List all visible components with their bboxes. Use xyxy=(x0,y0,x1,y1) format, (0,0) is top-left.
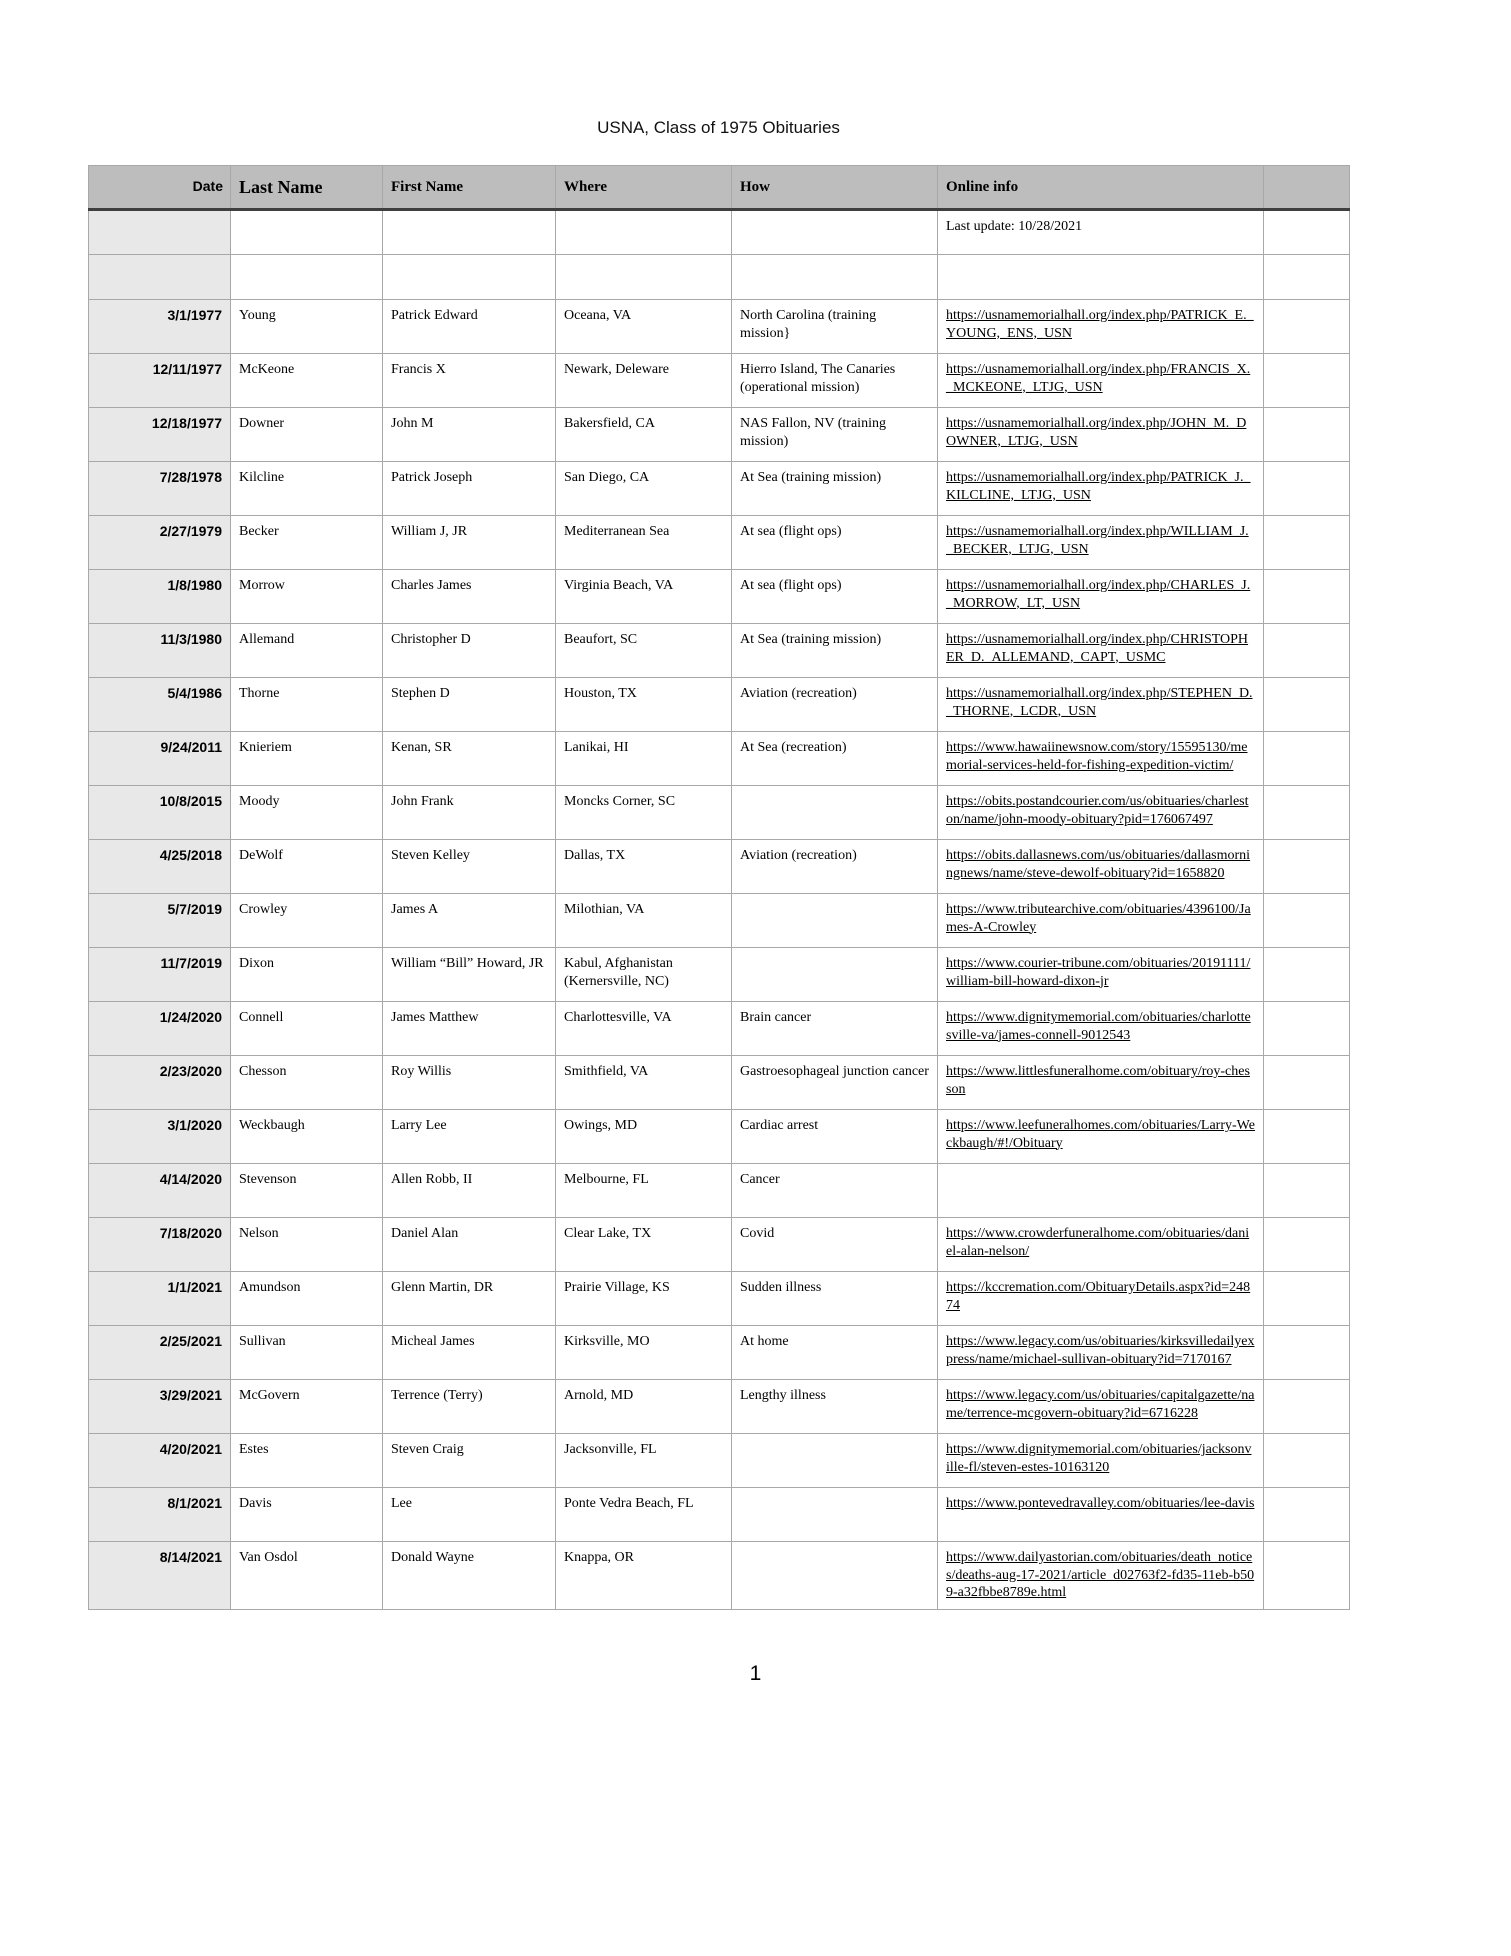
table-row xyxy=(89,1488,1350,1542)
cell-first-name: Micheal James xyxy=(383,1326,556,1380)
cell-where: Beaufort, SC xyxy=(556,624,732,678)
cell-last-name: Nelson xyxy=(231,1218,383,1272)
cell-how: Sudden illness xyxy=(732,1272,938,1326)
cell-blank xyxy=(1264,786,1350,840)
cell-last-name: Sullivan xyxy=(231,1326,383,1380)
cell-last-name: Crowley xyxy=(231,894,383,948)
cell-where: Kirksville, MO xyxy=(556,1326,732,1380)
cell-last-name: Chesson xyxy=(231,1056,383,1110)
cell-blank xyxy=(1264,624,1350,678)
cell-how xyxy=(732,786,938,840)
table-row xyxy=(89,1542,1350,1610)
cell-date: 7/28/1978 xyxy=(89,462,231,516)
cell-how xyxy=(732,210,938,255)
page-number: 1 xyxy=(749,1661,762,1685)
obituary-link[interactable]: https://kccremation.com/ObituaryDetails.aspx?id=24874 xyxy=(946,1280,1251,1313)
cell-where: Bakersfield, CA xyxy=(556,408,732,462)
cell-last-name: Dixon xyxy=(231,948,383,1002)
cell-online-info xyxy=(938,894,1264,948)
cell-last-name: Davis xyxy=(231,1488,383,1542)
table-row xyxy=(89,1326,1350,1380)
cell-how: At Sea (training mission) xyxy=(732,624,938,678)
cell-blank xyxy=(1264,1488,1350,1542)
table-row xyxy=(89,1164,1350,1218)
cell-first-name xyxy=(383,255,556,300)
obituary-link[interactable]: https://usnamemorialhall.org/index.php/STEPHEN_D._THORNE,_LCDR,_USN xyxy=(946,686,1253,719)
empty-row xyxy=(89,255,1350,300)
obituary-link[interactable]: https://usnamemorialhall.org/index.php/CHRISTOPHER_D._ALLEMAND,_CAPT,_USMC xyxy=(946,632,1249,665)
cell-first-name: Donald Wayne xyxy=(383,1542,556,1610)
obituary-link[interactable]: https://www.legacy.com/us/obituaries/kirksvilledailyexpress/name/michael-sullivan-obituary?id=7170167 xyxy=(946,1334,1255,1367)
cell-where: Charlottesville, VA xyxy=(556,1002,732,1056)
cell-last-name: Kilcline xyxy=(231,462,383,516)
cell-blank xyxy=(1264,354,1350,408)
obituary-link[interactable]: https://usnamemorialhall.org/index.php/PATRICK_E._YOUNG,_ENS,_USN xyxy=(946,308,1254,341)
cell-online-info xyxy=(938,408,1264,462)
cell-how: NAS Fallon, NV (training mission) xyxy=(732,408,938,462)
cell-last-name: Amundson xyxy=(231,1272,383,1326)
cell-where xyxy=(556,255,732,300)
cell-online-info xyxy=(938,624,1264,678)
cell-date: 10/8/2015 xyxy=(89,786,231,840)
cell-online-info xyxy=(938,948,1264,1002)
table-row xyxy=(89,1002,1350,1056)
cell-online-info xyxy=(938,1110,1264,1164)
cell-last-name xyxy=(231,255,383,300)
cell-where: Lanikai, HI xyxy=(556,732,732,786)
obituary-link[interactable]: https://usnamemorialhall.org/index.php/WILLIAM_J._BECKER,_LTJG,_USN xyxy=(946,524,1249,557)
cell-how xyxy=(732,894,938,948)
header-where: Where xyxy=(556,166,732,210)
header-online-info: Online info xyxy=(938,166,1264,210)
cell-online-info xyxy=(938,1002,1264,1056)
cell-online-info xyxy=(938,1218,1264,1272)
table-row xyxy=(89,1434,1350,1488)
cell-online-info xyxy=(938,732,1264,786)
cell-blank xyxy=(1264,1002,1350,1056)
cell-blank xyxy=(1264,570,1350,624)
cell-date: 7/18/2020 xyxy=(89,1218,231,1272)
cell-first-name: Daniel Alan xyxy=(383,1218,556,1272)
cell-date: 5/4/1986 xyxy=(89,678,231,732)
obituary-link[interactable]: https://www.dignitymemorial.com/obituaries/charlottesville-va/james-connell-9012543 xyxy=(946,1010,1251,1043)
cell-date: 1/8/1980 xyxy=(89,570,231,624)
cell-date: 9/24/2011 xyxy=(89,732,231,786)
obituary-link[interactable]: https://www.courier-tribune.com/obituaries/20191111/william-bill-howard-dixon-jr xyxy=(946,956,1251,989)
cell-how xyxy=(732,948,938,1002)
cell-blank xyxy=(1264,1218,1350,1272)
table-row xyxy=(89,1110,1350,1164)
cell-first-name: William “Bill” Howard, JR xyxy=(383,948,556,1002)
cell-online-info xyxy=(938,1272,1264,1326)
cell-first-name: Larry Lee xyxy=(383,1110,556,1164)
cell-date: 11/7/2019 xyxy=(89,948,231,1002)
cell-where: Oceana, VA xyxy=(556,300,732,354)
obituary-link[interactable]: https://usnamemorialhall.org/index.php/CHARLES_J._MORROW,_LT,_USN xyxy=(946,578,1251,611)
cell-date xyxy=(89,255,231,300)
cell-online-info xyxy=(938,1434,1264,1488)
cell-online-info xyxy=(938,1326,1264,1380)
cell-where: Newark, Deleware xyxy=(556,354,732,408)
obituary-link[interactable]: https://www.dailyastorian.com/obituaries/death_notices/deaths-aug-17-2021/article_d02763f2-fd35-11eb-b509-a32fbbe8789e.html xyxy=(946,1550,1255,1600)
cell-online-info xyxy=(938,1380,1264,1434)
cell-online-info xyxy=(938,1056,1264,1110)
obituary-link[interactable]: https://www.littlesfuneralhome.com/obituary/roy-chesson xyxy=(946,1064,1250,1097)
cell-where: Ponte Vedra Beach, FL xyxy=(556,1488,732,1542)
cell-last-name: Morrow xyxy=(231,570,383,624)
table-row xyxy=(89,1218,1350,1272)
cell-first-name: Charles James xyxy=(383,570,556,624)
cell-date: 12/11/1977 xyxy=(89,354,231,408)
obituary-link[interactable]: https://obits.postandcourier.com/us/obituaries/charleston/name/john-moody-obituary?pid=176067497 xyxy=(946,794,1249,827)
cell-blank xyxy=(1264,300,1350,354)
cell-date: 1/24/2020 xyxy=(89,1002,231,1056)
table-row xyxy=(89,1056,1350,1110)
cell-first-name: James Matthew xyxy=(383,1002,556,1056)
cell-blank xyxy=(1264,840,1350,894)
cell-date: 3/1/2020 xyxy=(89,1110,231,1164)
cell-online-info xyxy=(938,1488,1264,1542)
obituary-link[interactable]: https://www.tributearchive.com/obituaries/4396100/James-A-Crowley xyxy=(946,902,1251,935)
cell-blank xyxy=(1264,1434,1350,1488)
cell-last-name: Weckbaugh xyxy=(231,1110,383,1164)
table-row xyxy=(89,894,1350,948)
cell-blank xyxy=(1264,1056,1350,1110)
table-row xyxy=(89,786,1350,840)
cell-online-info xyxy=(938,678,1264,732)
cell-online-info xyxy=(938,570,1264,624)
cell-date: 2/23/2020 xyxy=(89,1056,231,1110)
cell-where: San Diego, CA xyxy=(556,462,732,516)
cell-how: Cancer xyxy=(732,1164,938,1218)
cell-date xyxy=(89,210,231,255)
cell-first-name: Terrence (Terry) xyxy=(383,1380,556,1434)
cell-last-name: Becker xyxy=(231,516,383,570)
cell-blank xyxy=(1264,732,1350,786)
cell-blank xyxy=(1264,462,1350,516)
cell-last-name: Young xyxy=(231,300,383,354)
obituary-link[interactable]: https://www.leefuneralhomes.com/obituaries/Larry-Weckbaugh/#!/Obituary xyxy=(946,1118,1255,1151)
cell-first-name: Allen Robb, II xyxy=(383,1164,556,1218)
obituary-link[interactable]: https://www.legacy.com/us/obituaries/capitalgazette/name/terrence-mcgovern-obituary?id=6716228 xyxy=(946,1388,1255,1421)
cell-where: Moncks Corner, SC xyxy=(556,786,732,840)
cell-first-name: Lee xyxy=(383,1488,556,1542)
cell-date: 5/7/2019 xyxy=(89,894,231,948)
table-row xyxy=(89,732,1350,786)
cell-first-name: John Frank xyxy=(383,786,556,840)
cell-where xyxy=(556,210,732,255)
cell-where: Milothian, VA xyxy=(556,894,732,948)
cell-where: Houston, TX xyxy=(556,678,732,732)
cell-blank xyxy=(1264,1272,1350,1326)
cell-blank xyxy=(1264,255,1350,300)
cell-how: Hierro Island, The Canaries (operational mission) xyxy=(732,354,938,408)
cell-how xyxy=(732,255,938,300)
cell-first-name: Roy Willis xyxy=(383,1056,556,1110)
obituary-link[interactable]: https://www.dignitymemorial.com/obituaries/jacksonville-fl/steven-estes-10163120 xyxy=(946,1442,1252,1475)
header-blank xyxy=(1264,166,1350,210)
cell-blank xyxy=(1264,1110,1350,1164)
cell-where: Jacksonville, FL xyxy=(556,1434,732,1488)
cell-online-info xyxy=(938,786,1264,840)
cell-first-name: Steven Kelley xyxy=(383,840,556,894)
obituary-link[interactable]: https://usnamemorialhall.org/index.php/PATRICK_J._KILCLINE,_LTJG,_USN xyxy=(946,470,1251,503)
table-row xyxy=(89,462,1350,516)
table-row xyxy=(89,1272,1350,1326)
cell-first-name: Stephen D xyxy=(383,678,556,732)
cell-how: Brain cancer xyxy=(732,1002,938,1056)
cell-where: Virginia Beach, VA xyxy=(556,570,732,624)
cell-where: Arnold, MD xyxy=(556,1380,732,1434)
table-header-row xyxy=(89,166,1350,210)
table-body xyxy=(89,210,1350,1610)
cell-where: Dallas, TX xyxy=(556,840,732,894)
cell-where: Melbourne, FL xyxy=(556,1164,732,1218)
cell-where: Clear Lake, TX xyxy=(556,1218,732,1272)
cell-last-name: McKeone xyxy=(231,354,383,408)
cell-first-name: William J, JR xyxy=(383,516,556,570)
cell-date: 8/1/2021 xyxy=(89,1488,231,1542)
cell-date: 11/3/1980 xyxy=(89,624,231,678)
table-row xyxy=(89,516,1350,570)
header-first-name: First Name xyxy=(383,166,556,210)
cell-blank xyxy=(1264,678,1350,732)
table-row xyxy=(89,840,1350,894)
cell-last-name: Van Osdol xyxy=(231,1542,383,1610)
cell-how: At sea (flight ops) xyxy=(732,516,938,570)
obituary-link[interactable]: https://usnamemorialhall.org/index.php/FRANCIS_X._MCKEONE,_LTJG,_USN xyxy=(946,362,1251,395)
cell-online-info xyxy=(938,462,1264,516)
cell-last-name: Knieriem xyxy=(231,732,383,786)
table-row xyxy=(89,678,1350,732)
cell-blank xyxy=(1264,516,1350,570)
cell-first-name: Glenn Martin, DR xyxy=(383,1272,556,1326)
obituary-link[interactable]: https://usnamemorialhall.org/index.php/JOHN_M._DOWNER,_LTJG,_USN xyxy=(946,416,1247,449)
cell-how: Cardiac arrest xyxy=(732,1110,938,1164)
cell-blank xyxy=(1264,894,1350,948)
cell-last-name xyxy=(231,210,383,255)
cell-first-name xyxy=(383,210,556,255)
cell-how: At Sea (training mission) xyxy=(732,462,938,516)
cell-last-name: McGovern xyxy=(231,1380,383,1434)
table-row xyxy=(89,354,1350,408)
cell-online-info xyxy=(938,255,1264,300)
table-row xyxy=(89,408,1350,462)
cell-blank xyxy=(1264,408,1350,462)
cell-where: Smithfield, VA xyxy=(556,1056,732,1110)
table-row xyxy=(89,948,1350,1002)
cell-online-info xyxy=(938,1542,1264,1610)
obituary-link[interactable]: https://www.hawaiinewsnow.com/story/15595130/memorial-services-held-for-fishing-expedition-victim/ xyxy=(946,740,1248,773)
cell-how: North Carolina (training mission} xyxy=(732,300,938,354)
cell-how xyxy=(732,1488,938,1542)
cell-how: Aviation (recreation) xyxy=(732,678,938,732)
cell-how: At Sea (recreation) xyxy=(732,732,938,786)
cell-how: At home xyxy=(732,1326,938,1380)
table-row xyxy=(89,300,1350,354)
cell-where: Mediterranean Sea xyxy=(556,516,732,570)
header-last-name: Last Name xyxy=(231,166,383,210)
cell-date: 1/1/2021 xyxy=(89,1272,231,1326)
cell-how xyxy=(732,1542,938,1610)
cell-how: Gastroesophageal junction cancer xyxy=(732,1056,938,1110)
table-row xyxy=(89,570,1350,624)
table-row xyxy=(89,1380,1350,1434)
cell-first-name: Kenan, SR xyxy=(383,732,556,786)
cell-how: Covid xyxy=(732,1218,938,1272)
cell-last-name: Allemand xyxy=(231,624,383,678)
table-row xyxy=(89,624,1350,678)
cell-first-name: Christopher D xyxy=(383,624,556,678)
cell-last-name: Moody xyxy=(231,786,383,840)
cell-last-name: Connell xyxy=(231,1002,383,1056)
cell-date: 4/20/2021 xyxy=(89,1434,231,1488)
cell-date: 2/25/2021 xyxy=(89,1326,231,1380)
cell-how: At sea (flight ops) xyxy=(732,570,938,624)
header-date: Date xyxy=(89,166,231,210)
cell-where: Kabul, Afghanistan (Kernersville, NC) xyxy=(556,948,732,1002)
last-update-row xyxy=(89,210,1350,255)
cell-blank xyxy=(1264,210,1350,255)
cell-date: 2/27/1979 xyxy=(89,516,231,570)
cell-date: 4/25/2018 xyxy=(89,840,231,894)
cell-last-name: Downer xyxy=(231,408,383,462)
cell-online-info xyxy=(938,354,1264,408)
cell-date: 8/14/2021 xyxy=(89,1542,231,1610)
last-update-note: Last update: 10/28/2021 xyxy=(938,210,1264,255)
cell-last-name: Estes xyxy=(231,1434,383,1488)
page-title: USNA, Class of 1975 Obituaries xyxy=(597,118,840,137)
cell-last-name: Thorne xyxy=(231,678,383,732)
cell-blank xyxy=(1264,1326,1350,1380)
cell-first-name: John M xyxy=(383,408,556,462)
cell-date: 3/1/1977 xyxy=(89,300,231,354)
cell-online-info xyxy=(938,840,1264,894)
cell-online-info xyxy=(938,300,1264,354)
cell-first-name: Patrick Joseph xyxy=(383,462,556,516)
cell-online-info xyxy=(938,1164,1264,1218)
obituary-link[interactable]: https://obits.dallasnews.com/us/obituaries/dallasmorningnews/name/steve-dewolf-obituary?id=1658820 xyxy=(946,848,1251,881)
cell-how: Aviation (recreation) xyxy=(732,840,938,894)
cell-blank xyxy=(1264,1164,1350,1218)
cell-first-name: Steven Craig xyxy=(383,1434,556,1488)
cell-how xyxy=(732,1434,938,1488)
cell-blank xyxy=(1264,1542,1350,1610)
cell-date: 3/29/2021 xyxy=(89,1380,231,1434)
cell-first-name: Francis X xyxy=(383,354,556,408)
obituaries-table xyxy=(88,165,1350,1610)
cell-first-name: James A xyxy=(383,894,556,948)
header-how: How xyxy=(732,166,938,210)
cell-date: 4/14/2020 xyxy=(89,1164,231,1218)
cell-date: 12/18/1977 xyxy=(89,408,231,462)
cell-last-name: DeWolf xyxy=(231,840,383,894)
cell-where: Owings, MD xyxy=(556,1110,732,1164)
cell-how: Lengthy illness xyxy=(732,1380,938,1434)
cell-where: Prairie Village, KS xyxy=(556,1272,732,1326)
cell-online-info xyxy=(938,516,1264,570)
cell-where: Knappa, OR xyxy=(556,1542,732,1610)
cell-first-name: Patrick Edward xyxy=(383,300,556,354)
cell-blank xyxy=(1264,948,1350,1002)
cell-blank xyxy=(1264,1380,1350,1434)
obituary-link[interactable]: https://www.crowderfuneralhome.com/obituaries/daniel-alan-nelson/ xyxy=(946,1226,1250,1259)
obituary-link[interactable]: https://www.pontevedravalley.com/obituaries/lee-davis xyxy=(946,1496,1255,1511)
cell-last-name: Stevenson xyxy=(231,1164,383,1218)
